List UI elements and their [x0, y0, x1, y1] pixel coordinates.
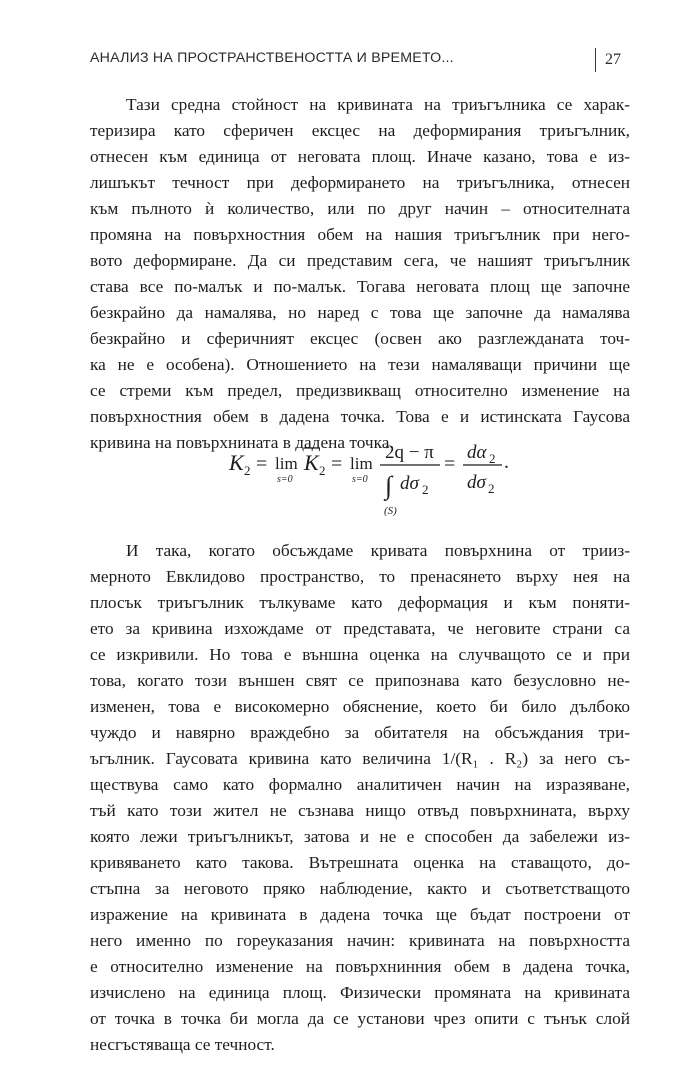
paragraph-line: ка не е особена). Отношението на тези намаляващи причини ще [90, 355, 630, 374]
paragraph-line: лишъкът течност при деформирането на триъгълника, отнесен [90, 173, 630, 192]
fraction-denominator: dσ [400, 473, 419, 494]
formula-sub: 2 [319, 463, 326, 478]
formula-sub: 2 [422, 482, 429, 497]
formula-dot: . [504, 451, 509, 473]
paragraph-1 [90, 92, 630, 456]
header-divider [595, 48, 596, 72]
fraction-denominator: dσ [467, 472, 486, 493]
formula-sub: 2 [488, 481, 495, 496]
fraction-numerator: dα [467, 442, 487, 463]
paragraph-line: безкрайно да намалява, но наред с това ще започне да намалява [90, 303, 630, 322]
paragraph-line: се изкривили. Но това е външна оценка на случващото се и при [90, 645, 630, 664]
gauss-curvature-formula [225, 436, 525, 522]
paragraph-line: теризира като сферичен ексцес на деформирания триъгълник, [90, 121, 630, 140]
paragraph-line: кривяването като такова. Вътрешната оценка на ставащото, до- [90, 853, 630, 872]
formula-kbar: K [304, 450, 319, 475]
paragraph-line: изменен, това е високомерно обяснение, което би било дълбоко [90, 697, 630, 716]
page-number: 27 [605, 51, 621, 68]
paragraph-line: това, когато този външен свят се припознава като безусловно не- [90, 671, 630, 690]
running-header [90, 48, 630, 74]
paragraph-line: се стреми към предел, предизвикващ относително изменение на [90, 381, 630, 400]
paragraph-line: отнесен към единица от неговата площ. Иначе казано, това е из- [90, 147, 630, 166]
paragraph-line: ето за кривина изхождаме от представата, че неговите страни са [90, 619, 630, 638]
paragraph-line: И така, когато обсъждаме кривата повърхнина от трииз- [126, 541, 630, 560]
paragraph-line: от точка в точка би могла да се установи чрез опити с тънък слой [90, 1009, 630, 1028]
paragraph-line: изчислено на единица площ. Физически промяната на кривината [90, 983, 630, 1002]
formula-lim: lim [350, 454, 373, 473]
paragraph-line: несгъстяваща се течност. [90, 1035, 275, 1054]
paragraph-2 [90, 538, 630, 1058]
paragraph-line: е относително изменение на повърхнинния обем в дадена точка, [90, 957, 630, 976]
formula-lim: lim [275, 454, 298, 473]
formula-sub: 2 [244, 463, 251, 478]
paragraph-line: чуждо и навярно враждебно за обитателя на обсъждания три- [90, 723, 630, 742]
paragraph-line: безкрайно и сферичният ексцес (освен ако разглежданата точ- [90, 329, 630, 348]
fraction-numerator: 2q − π [385, 442, 434, 463]
paragraph-line: него именно по гореуказания начин: кривината на повърхността [90, 931, 630, 950]
paragraph-line: повърхностния обем в дадена точка. Това е и истинската Гаусова [90, 407, 630, 426]
paragraph-line: изражение на кривината в дадена точка ще бъдат построени от [90, 905, 630, 924]
formula-eq: = [444, 453, 456, 475]
integral-sign: ∫ [385, 471, 393, 500]
paragraph-line: плосък триъгълник тълкуваме като деформация и към поняти- [90, 593, 630, 612]
paragraph-line: ществува само като формално аналитичен начин на изразяване, [90, 775, 630, 794]
paragraph-line: Тази средна стойност на кривината на триъгълника се харак- [126, 95, 630, 114]
integral-region: (S) [384, 505, 397, 517]
running-title: АНАЛИЗ НА ПРОСТРАНСТВЕНОСТТА И ВРЕМЕТО... [90, 50, 454, 66]
formula-eq: = [331, 453, 343, 475]
paragraph-line: ъгълник. Гаусовата кривина като величина 1/(R₁ . R₂) за него съ- [90, 749, 630, 768]
paragraph-line: вото деформиране. Да си представим сега, че нашият триъгълник [90, 251, 630, 270]
formula-sub: 2 [489, 451, 496, 466]
formula-lim-sub: s=0 [352, 474, 368, 485]
paragraph-line: кривина на повърхнината в дадена точка. [90, 433, 394, 452]
paragraph-line: която лежи триъгълникът, затова и не е способен да забележи из- [90, 827, 630, 846]
formula-k: K [229, 450, 244, 475]
paragraph-line: промяна на повърхностния обем на нашия триъгълник при него- [90, 225, 630, 244]
paragraph-line: мерното Евклидово пространство, то пренасянето върху нея на [90, 567, 630, 586]
paragraph-line: тъй като този жител не съзнава нищо отвъд повърхнината, върху [90, 801, 630, 820]
paragraph-line: към пълното ѝ количество, или по друг начин – относителната [90, 199, 630, 218]
formula-eq: = [256, 453, 268, 475]
paragraph-line: става все по-малък и по-малък. Тогава неговата площ ще започне [90, 277, 630, 296]
formula-lim-sub: s=0 [277, 474, 293, 485]
paragraph-line: стъпна за неговото пряко наблюдение, както и съответстващото [90, 879, 630, 898]
